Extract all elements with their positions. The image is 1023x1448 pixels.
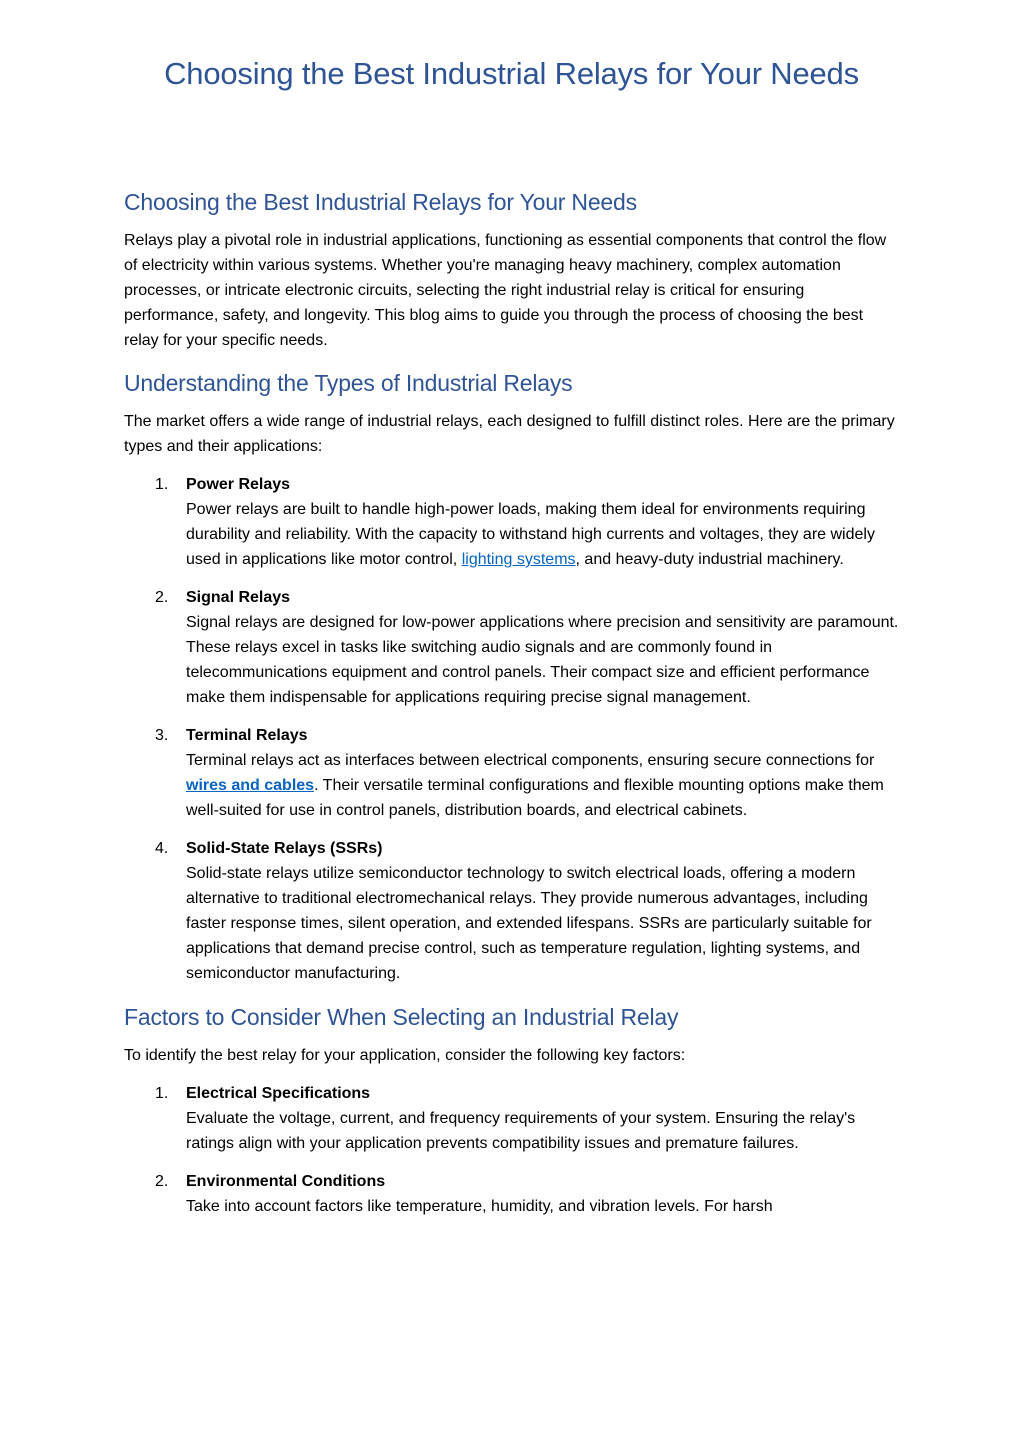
list-item — [124, 1081, 899, 1156]
list-number: 2. — [155, 589, 169, 606]
intro-heading: Choosing the Best Industrial Relays for Your Needs — [124, 189, 637, 215]
list-item-title: Environmental Conditions — [186, 1173, 386, 1190]
list-number: 1. — [155, 476, 169, 493]
list-item-title: Signal Relays — [186, 589, 291, 606]
list-item-title: Terminal Relays — [186, 727, 308, 744]
list-item — [124, 585, 899, 710]
list-item-text — [186, 748, 899, 823]
list-item-title: Power Relays — [186, 476, 291, 493]
list-number: 3. — [155, 727, 169, 744]
list-item-title: Electrical Specifications — [186, 1085, 371, 1102]
factors-paragraph: To identify the best relay for your application, consider the following key factors: — [124, 1047, 686, 1064]
intro-paragraph: Relays play a pivotal role in industrial applications, functioning as essential components that control the flow of electricity within various systems. Whether you're managing heavy machinery, complex automation processes, or intricate electronic circuits, selecting the right industrial relay is critical for ensuring performance, safety, and longevity. This blog aims to guide you through the process of choosing the best relay for your specific needs. — [124, 232, 887, 349]
factors-list — [124, 1081, 899, 1219]
list-number: 2. — [155, 1173, 169, 1190]
list-item-text: Solid-state relays utilize semiconductor technology to switch electrical loads, offering a modern alternative to traditional electromechanical relays. They provide numerous advantages, including faster response times, silent operation, and extended lifespans. SSRs are particularly suitable for applications that demand precise control, such as temperature regulation, lighting systems, and semiconductor manufacturing. — [186, 865, 872, 982]
list-item-text: Signal relays are designed for low-power applications where precision and sensitivity are paramount. These relays excel in tasks like switching audio signals and are commonly found in telecommunications equipment and control panels. Their compact size and efficient performance make them indispensable for applications requiring precise signal management. — [186, 614, 899, 706]
list-item — [124, 836, 899, 986]
relay-types-list — [124, 472, 899, 986]
list-number: 1. — [155, 1085, 169, 1102]
list-item-text-part: , and heavy-duty industrial machinery. — [575, 551, 844, 568]
list-item-title: Solid-State Relays (SSRs) — [186, 840, 383, 857]
document-title: Choosing the Best Industrial Relays for Your Needs — [164, 56, 859, 91]
list-item-text: Evaluate the voltage, current, and frequency requirements of your system. Ensuring the relay's ratings align with your application prevents compatibility issues and premature failures. — [186, 1110, 856, 1152]
list-item-text-part: . Their versatile terminal configurations and flexible mounting options make them well-suited for use in control panels, distribution boards, and electrical cabinets. — [186, 777, 884, 819]
lighting-systems-link[interactable]: lighting systems — [461, 551, 576, 568]
document-body — [124, 186, 899, 1219]
wires-and-cables-link[interactable]: wires and cables — [186, 777, 315, 794]
list-item — [124, 723, 899, 823]
list-item-text-part: Terminal relays act as interfaces between electrical components, ensuring secure connections for — [186, 752, 875, 769]
list-item-text: Take into account factors like temperature, humidity, and vibration levels. For harsh — [186, 1198, 773, 1215]
types-paragraph: The market offers a wide range of industrial relays, each designed to fulfill distinct roles. Here are the primary types and their applications: — [124, 413, 895, 455]
list-item-text — [186, 497, 899, 572]
factors-heading: Factors to Consider When Selecting an Industrial Relay — [124, 1004, 679, 1030]
list-number: 4. — [155, 840, 169, 857]
list-item — [124, 1169, 899, 1219]
types-heading: Understanding the Types of Industrial Relays — [124, 370, 573, 396]
list-item — [124, 472, 899, 572]
list-item-text-part: Power relays are built to handle high-power loads, making them ideal for environments requiring durability and reliability. With the capacity to withstand high currents and voltages, they are widely used in applications like motor control, — [186, 501, 875, 568]
